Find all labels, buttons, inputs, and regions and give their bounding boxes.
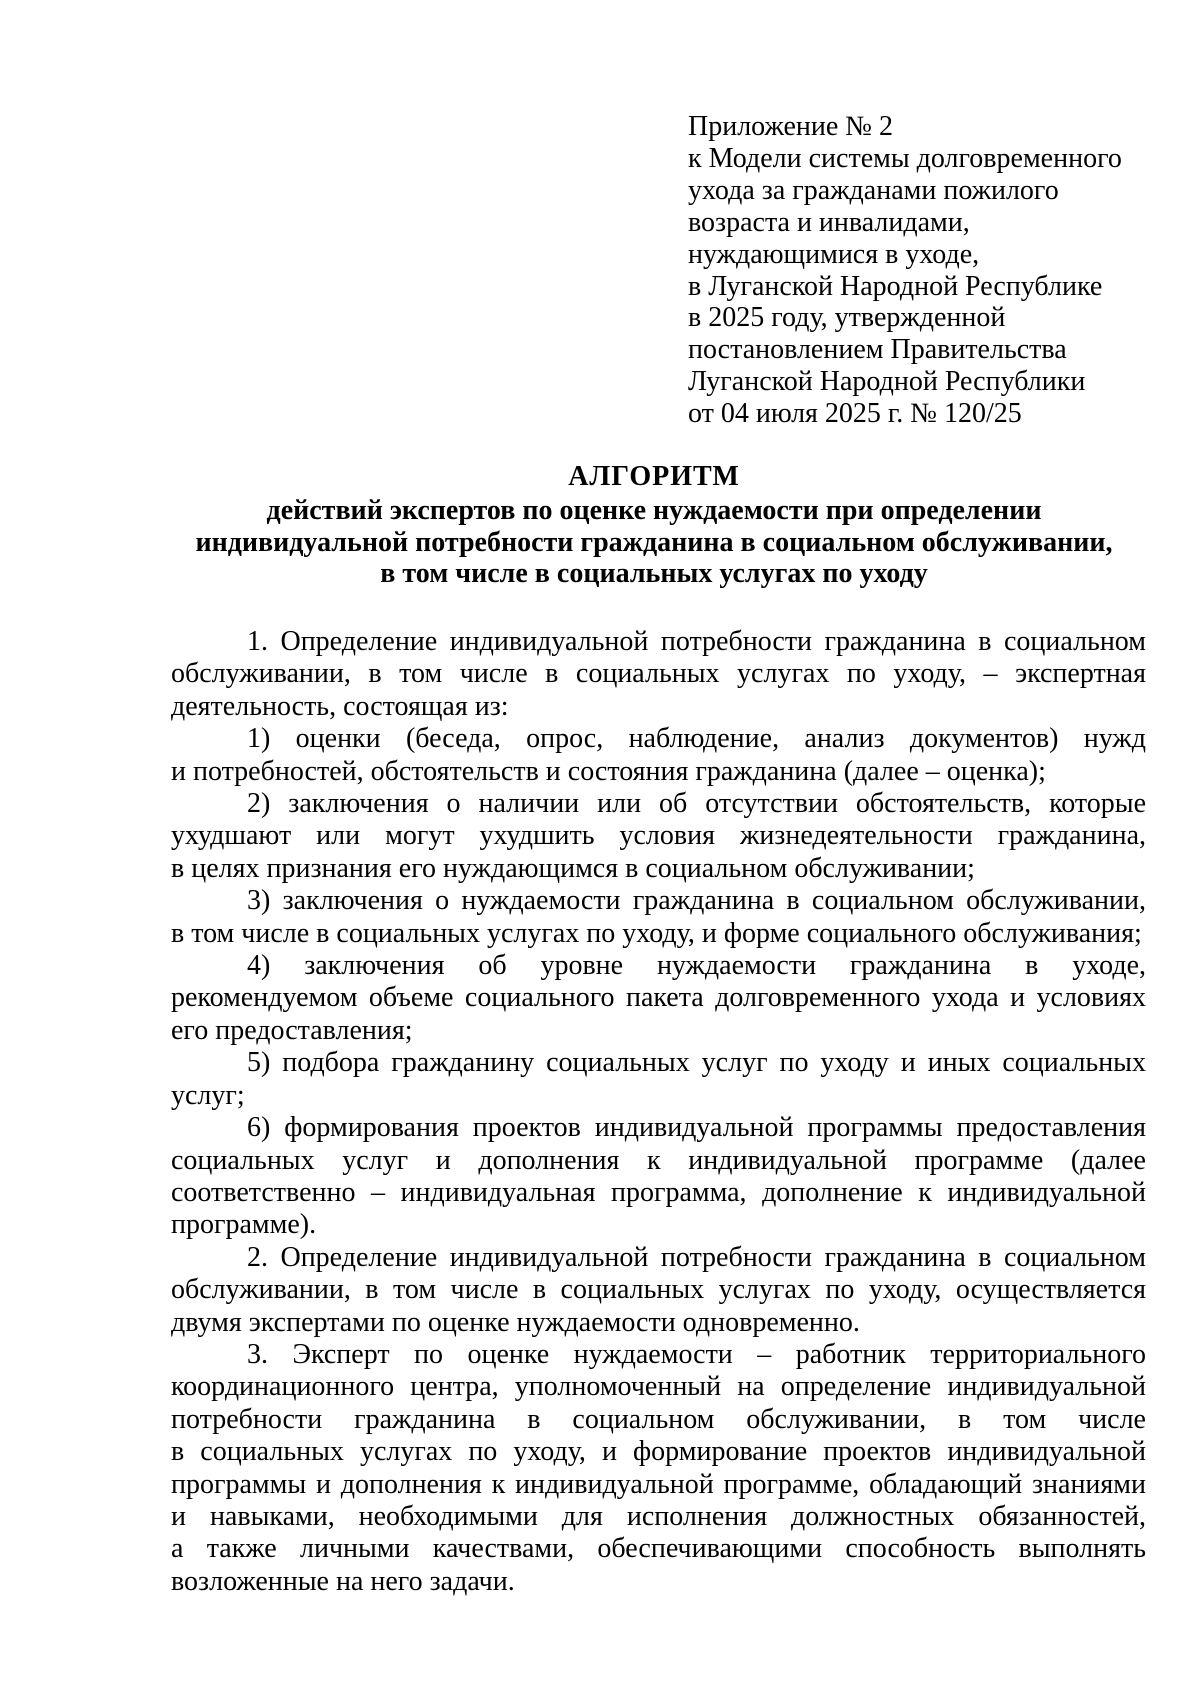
text-line: его предоставления;: [171, 1014, 413, 1046]
text-line: программе).: [171, 1209, 317, 1241]
paragraph-1-item-4: [171, 950, 1146, 1047]
text-line: в социальных услугах по уходу, и формирование проектов индивидуальной: [171, 1436, 1146, 1468]
title-subtitle-line: индивидуальной потребности гражданина в социальном обслуживании,: [195, 526, 1113, 558]
title-subtitle-line: в том числе в социальных услугах по уходу: [380, 558, 928, 589]
text-line: обслуживании, в том числе в социальных услугах по уходу, – экспертная: [171, 658, 1146, 690]
title-subtitle-line: действий экспертов по оценке нуждаемости при определении: [266, 495, 1042, 526]
text-line: 1) оценки (беседа, опрос, наблюдение, анализ документов) нужд: [247, 723, 1146, 755]
appendix-line: Луганской Народной Республики: [688, 366, 1086, 398]
text-line: и потребностей, обстоятельств и состояния гражданина (далее – оценка);: [171, 755, 1046, 787]
text-line: рекомендуемом объеме социального пакета долговременного ухода и условиях: [171, 982, 1146, 1014]
appendix-line: возраста и инвалидами,: [688, 206, 970, 238]
text-line: потребности гражданина в социальном обслуживании, в том числе: [171, 1403, 1146, 1435]
paragraph-2: [171, 1242, 1146, 1339]
text-line: и навыками, необходимыми для исполнения должностных обязанностей,: [171, 1500, 1146, 1532]
text-line: обслуживании, в том числе в социальных услугах по уходу, осуществляется: [171, 1274, 1146, 1306]
appendix-line: от 04 июля 2025 г. № 120/25: [688, 398, 1022, 430]
appendix-line: в 2025 году, утвержденной: [688, 302, 1006, 334]
text-line: программы и дополнения к индивидуальной программе, обладающий знаниями: [171, 1468, 1146, 1500]
appendix-line: к Модели системы долговременного: [688, 142, 1122, 174]
text-line: 2. Определение индивидуальной потребности гражданина в социальном: [247, 1241, 1146, 1273]
paragraph-3: [171, 1339, 1146, 1598]
appendix-line: нуждающимися в уходе,: [688, 238, 980, 270]
text-line: соответственно – индивидуальная программа, дополнение к индивидуальной: [171, 1176, 1146, 1208]
text-line: 6) формирования проектов индивидуальной программы предоставления: [247, 1112, 1146, 1144]
text-line: услуг;: [171, 1079, 245, 1111]
document-body: [171, 626, 1146, 1598]
appendix-line: Приложение № 2: [688, 111, 893, 142]
paragraph-1-item-2: [171, 788, 1146, 885]
text-line: 5) подбора гражданину социальных услуг по уходу и иных социальных: [247, 1047, 1146, 1079]
appendix-line: ухода за гражданами пожилого: [688, 174, 1059, 206]
text-line: 3. Эксперт по оценке нуждаемости – работник территориального: [247, 1338, 1146, 1370]
text-line: координационного центра, уполномоченный на определение индивидуальной: [171, 1371, 1146, 1403]
appendix-line: постановлением Правительства: [688, 334, 1067, 366]
text-line: возложенные на него задачи.: [171, 1565, 515, 1597]
text-line: 2) заключения о наличии или об отсутствии обстоятельств, которые: [247, 788, 1146, 820]
document-title: [150, 460, 1158, 590]
text-line: двумя экспертами по оценке нуждаемости одновременно.: [171, 1306, 860, 1338]
text-line: 3) заключения о нуждаемости гражданина в социальном обслуживании,: [247, 885, 1146, 917]
text-line: а также личными качествами, обеспечивающими способность выполнять: [171, 1533, 1146, 1565]
appendix-header: [688, 111, 1168, 430]
text-line: в том числе в социальных услугах по уходу, и форме социального обслуживания;: [171, 917, 1142, 949]
paragraph-1-item-5: [171, 1047, 1146, 1112]
text-line: деятельность, состоящая из:: [171, 690, 509, 722]
text-line: 1. Определение индивидуальной потребности гражданина в социальном: [247, 626, 1146, 657]
paragraph-1-item-3: [171, 885, 1146, 950]
paragraph-1-item-1: [171, 723, 1146, 788]
paragraph-1: [171, 626, 1146, 723]
paragraph-1-item-6: [171, 1112, 1146, 1242]
text-line: социальных услуг и дополнения к индивидуальной программе (далее: [171, 1144, 1146, 1176]
appendix-line: в Луганской Народной Республике: [688, 270, 1103, 302]
text-line: 4) заключения об уровне нуждаемости гражданина в уходе,: [247, 950, 1146, 982]
text-line: ухудшают или могут ухудшить условия жизнедеятельности гражданина,: [171, 820, 1146, 852]
text-line: в целях признания его нуждающимся в социальном обслуживании;: [171, 852, 975, 884]
title-main: АЛГОРИТМ: [568, 461, 740, 492]
